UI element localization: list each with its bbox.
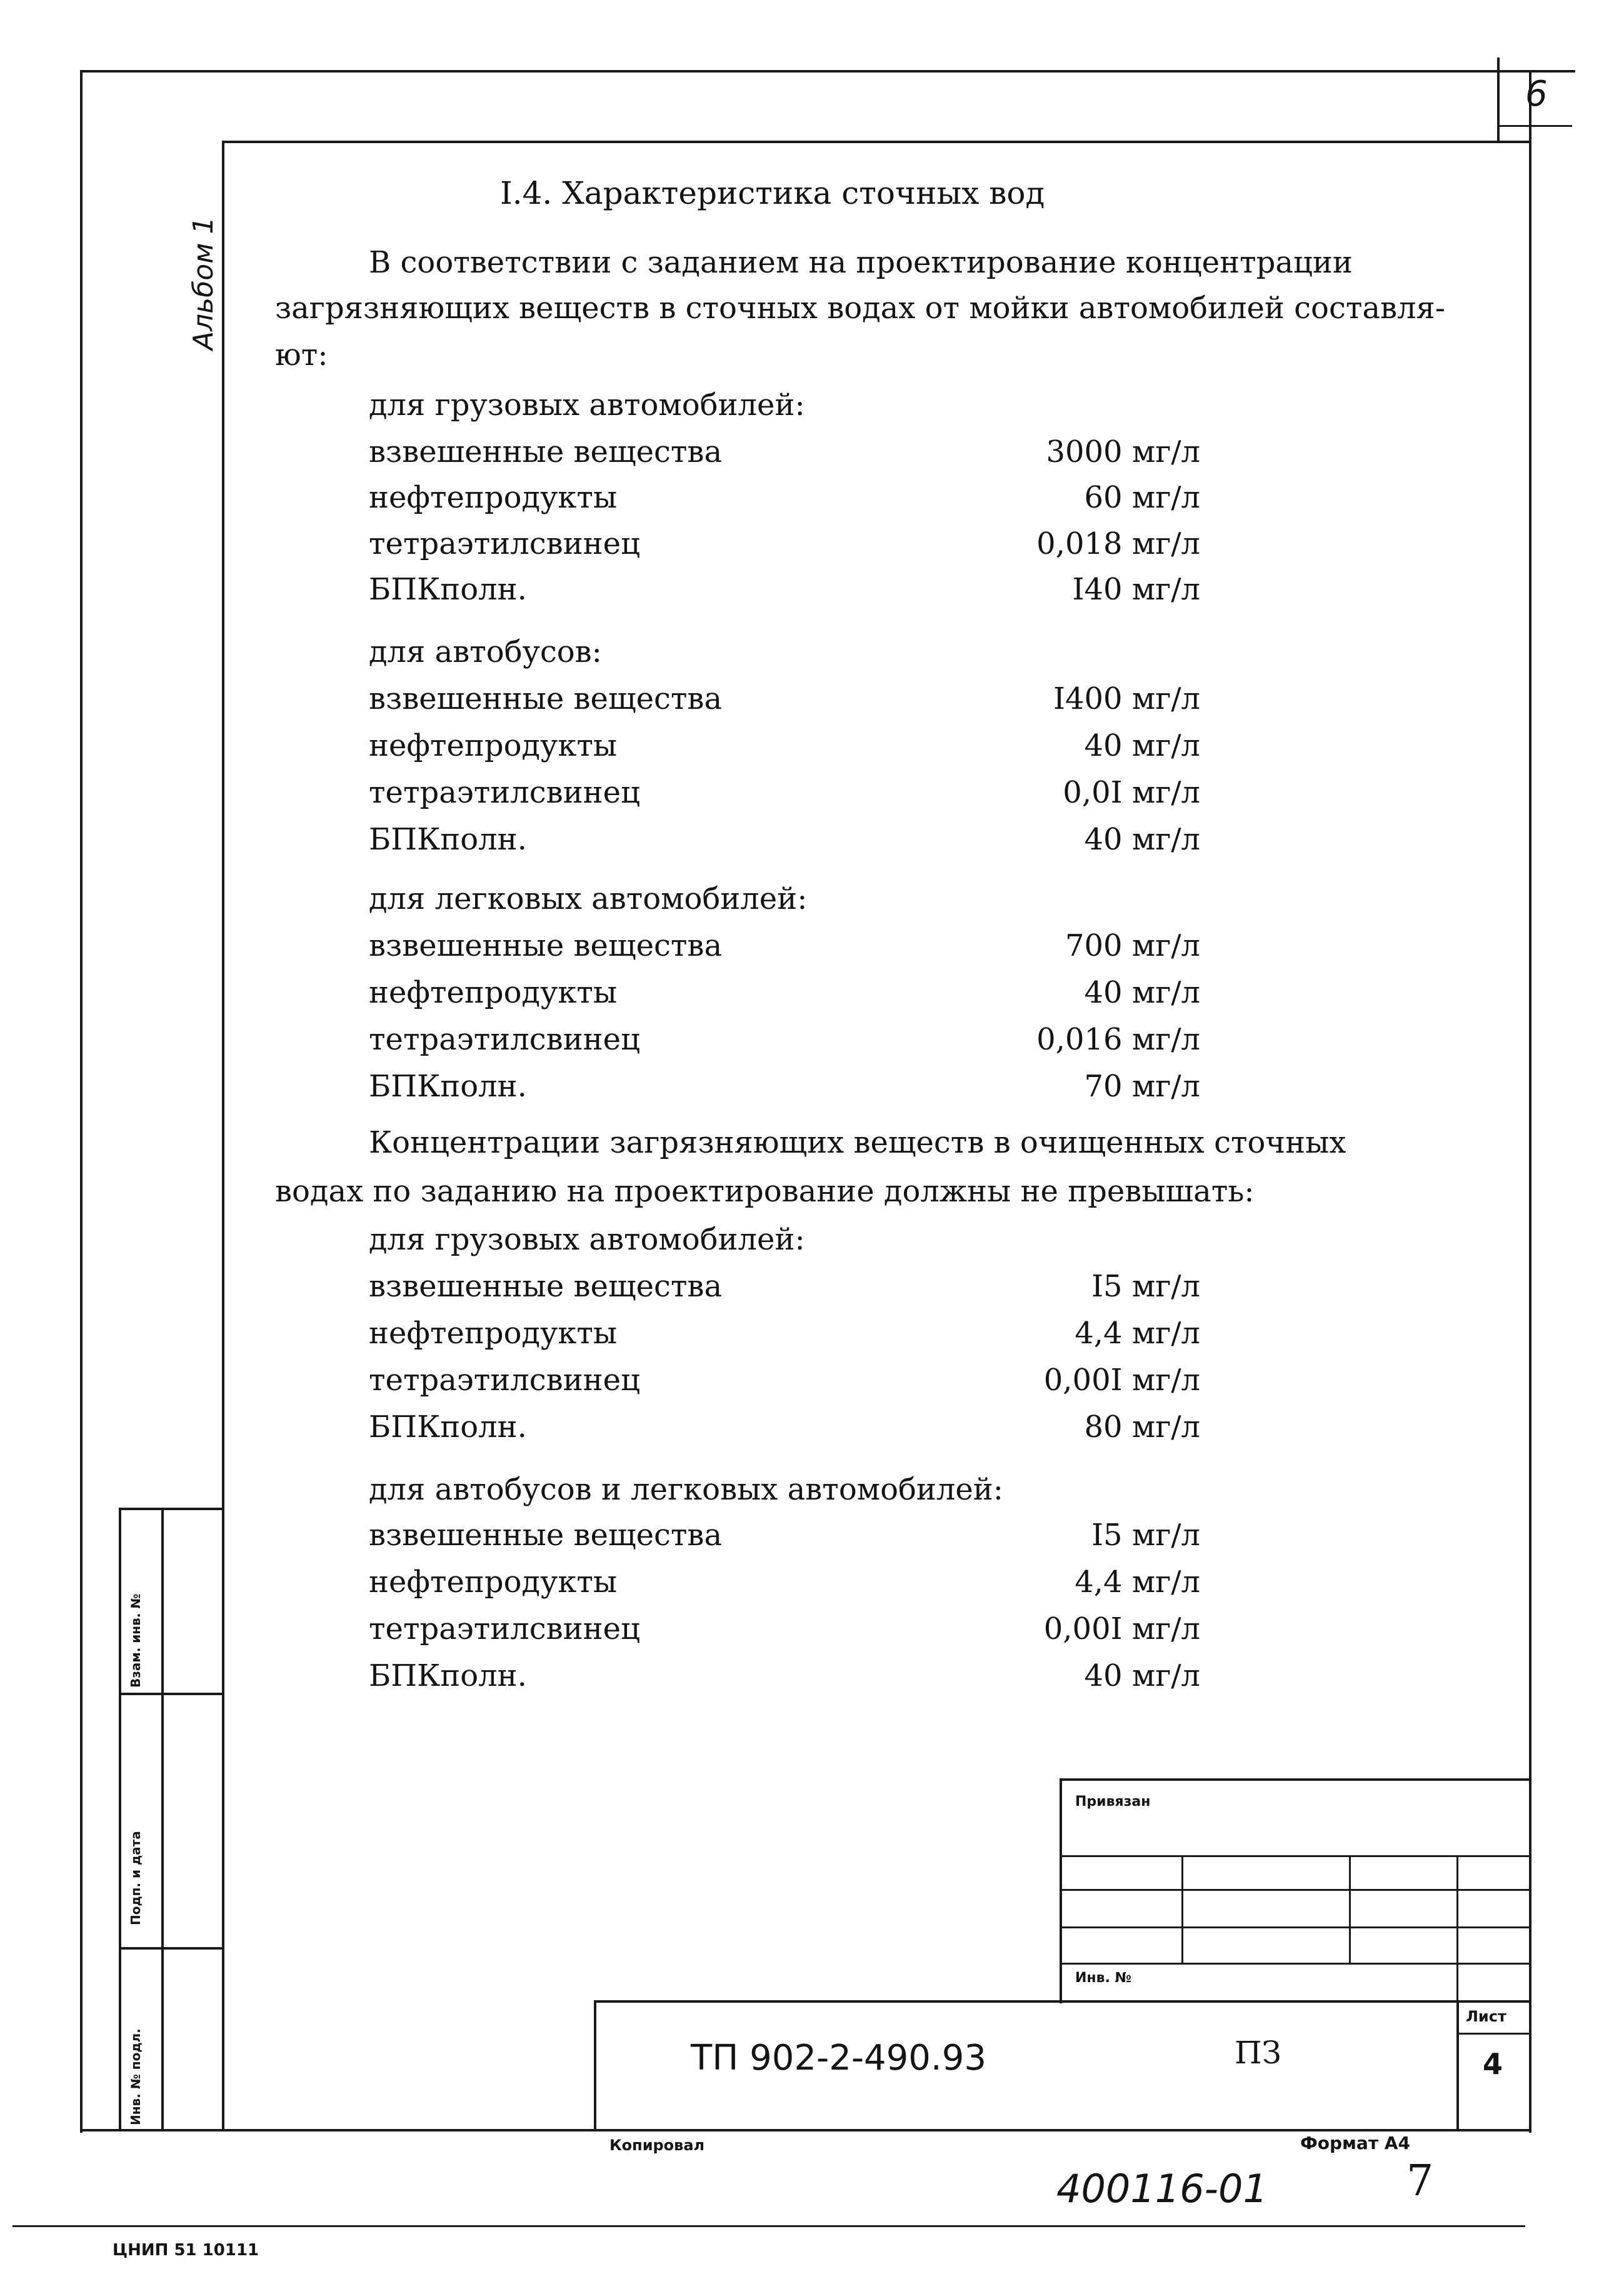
row-value: 4,4 мг/л (1075, 1316, 1200, 1351)
sheet-label: Лист (1466, 2008, 1506, 2025)
attach-row-line-2 (1060, 1889, 1531, 1891)
corner-page-number: 6 (1525, 74, 1548, 114)
group-heading-cars: для легковых автомобилей: (369, 881, 808, 916)
row-label: тетраэтилсвинец (369, 526, 640, 561)
attach-row-line-1 (1060, 1855, 1531, 1857)
sheet-col-line (1456, 2000, 1459, 2131)
row-label: БПКполн. (369, 822, 527, 857)
stamp-top-line (594, 2000, 1531, 2003)
row-value: 80 мг/л (1084, 1410, 1200, 1445)
section-title: I.4. Характеристика сточных вод (500, 175, 1045, 211)
limit-heading-trucks: для грузовых автомобилей: (369, 1222, 805, 1257)
side-stamp-divider-1 (119, 1693, 224, 1695)
row-value: 40 мг/л (1084, 822, 1200, 857)
row-label: нефтепродукты (369, 1565, 618, 1600)
side-stamp-label-signature: Подп. и дата (128, 1831, 143, 1925)
side-stamp-divider-2 (119, 1947, 224, 1950)
row-value: 0,00I мг/л (1043, 1363, 1200, 1398)
copied-label: Копировал (609, 2136, 705, 2154)
row-label: нефтепродукты (369, 480, 618, 515)
row-value: 0,018 мг/л (1036, 526, 1200, 561)
row-label: тетраэтилсвинец (369, 1611, 640, 1646)
row-label: тетраэтилсвинец (369, 1022, 640, 1057)
row-value: 4,4 мг/л (1075, 1565, 1200, 1600)
row-value: 0,016 мг/л (1036, 1022, 1200, 1057)
side-stamp-top-line (119, 1508, 224, 1510)
row-value: 60 мг/л (1084, 480, 1200, 515)
intro-line-1: В соответствии с заданием на проектирование концентрации (369, 245, 1353, 280)
intro-line-3: ют: (275, 338, 328, 373)
document-type: ПЗ (1235, 2035, 1281, 2071)
group-heading-trucks: для грузовых автомобилей: (369, 388, 805, 423)
attach-left-line (1060, 1778, 1062, 2003)
limits-line-2: водах по заданию на проектирование должны не превышать: (275, 1174, 1255, 1209)
row-label: БПКполн. (369, 572, 527, 607)
stamp-left-line (594, 2000, 596, 2131)
intro-line-2: загрязняющих веществ в сточных водах от мойки автомобилей составля- (275, 291, 1446, 326)
attach-row-line-3 (1060, 1926, 1531, 1928)
attach-row-line-4 (1060, 1963, 1531, 1965)
footer-bottom-line (13, 2225, 1525, 2227)
row-label: нефтепродукты (369, 1316, 618, 1351)
row-label: тетраэтилсвинец (369, 775, 640, 810)
row-label: тетраэтилсвинец (369, 1363, 640, 1398)
inner-frame-right-line (1529, 70, 1531, 2133)
row-value: 0,0I мг/л (1063, 775, 1200, 810)
row-label: взвешенные вещества (369, 1269, 723, 1304)
outer-frame-top-line (81, 70, 1575, 73)
row-label: БПКполн. (369, 1410, 527, 1445)
row-value: 70 мг/л (1084, 1069, 1200, 1104)
attach-col-line-3 (1456, 1855, 1458, 2005)
attached-label: Привязан (1075, 1794, 1151, 1810)
limits-line-1: Концентрации загрязняющих веществ в очищенных сточных (369, 1125, 1346, 1160)
row-value: 40 мг/л (1084, 975, 1200, 1010)
archive-number: 400116-01 (1056, 2166, 1268, 2211)
side-stamp-left-line (119, 1508, 121, 2130)
attach-col-line-2 (1349, 1855, 1351, 1965)
document-code: ТП 902-2-490.93 (691, 2038, 986, 2078)
row-label: взвешенные вещества (369, 681, 723, 716)
inv-label: Инв. № (1075, 1970, 1132, 1986)
footer-page-number: 7 (1406, 2156, 1434, 2206)
side-stamp-label-replace: Взам. инв. № (128, 1593, 143, 1688)
group-heading-buses: для автобусов: (369, 634, 602, 669)
limit-heading-buses-cars: для автобусов и легковых автомобилей: (369, 1472, 1003, 1507)
row-value: 40 мг/л (1084, 728, 1200, 763)
corner-box-left-line (1497, 58, 1500, 142)
attach-top-line (1060, 1778, 1531, 1781)
row-value: I400 мг/л (1053, 681, 1200, 716)
row-label: взвешенные вещества (369, 434, 723, 469)
row-value: 0,00I мг/л (1043, 1611, 1200, 1646)
row-label: БПКполн. (369, 1069, 527, 1104)
printer-code: ЦНИП 51 10111 (113, 2241, 259, 2260)
row-value: 700 мг/л (1065, 928, 1200, 963)
row-label: нефтепродукты (369, 728, 618, 763)
outer-frame-left-line (80, 70, 83, 2133)
row-value: I5 мг/л (1091, 1518, 1200, 1553)
attach-col-line-1 (1181, 1855, 1183, 1965)
side-stamp-label-inventory: Инв. № подл. (128, 2028, 143, 2125)
frame-bottom-line (80, 2129, 1531, 2131)
corner-box-bottom-line (1497, 125, 1572, 127)
inner-frame-top-line (224, 141, 1531, 143)
row-value: I5 мг/л (1091, 1269, 1200, 1304)
side-note-album: Альбом 1 (188, 216, 219, 350)
row-value: 40 мг/л (1084, 1658, 1200, 1693)
row-label: взвешенные вещества (369, 1518, 723, 1553)
row-label: нефтепродукты (369, 975, 618, 1010)
row-label: взвешенные вещества (369, 928, 723, 963)
inner-frame-left-line (222, 141, 224, 2131)
sheet-divider-line (1456, 2033, 1531, 2035)
format-label: Формат А4 (1300, 2133, 1410, 2153)
side-stamp-divider-vertical (161, 1508, 164, 2130)
sheet-number: 4 (1483, 2047, 1503, 2081)
row-value: 3000 мг/л (1046, 434, 1200, 469)
row-value: I40 мг/л (1072, 572, 1200, 607)
row-label: БПКполн. (369, 1658, 527, 1693)
